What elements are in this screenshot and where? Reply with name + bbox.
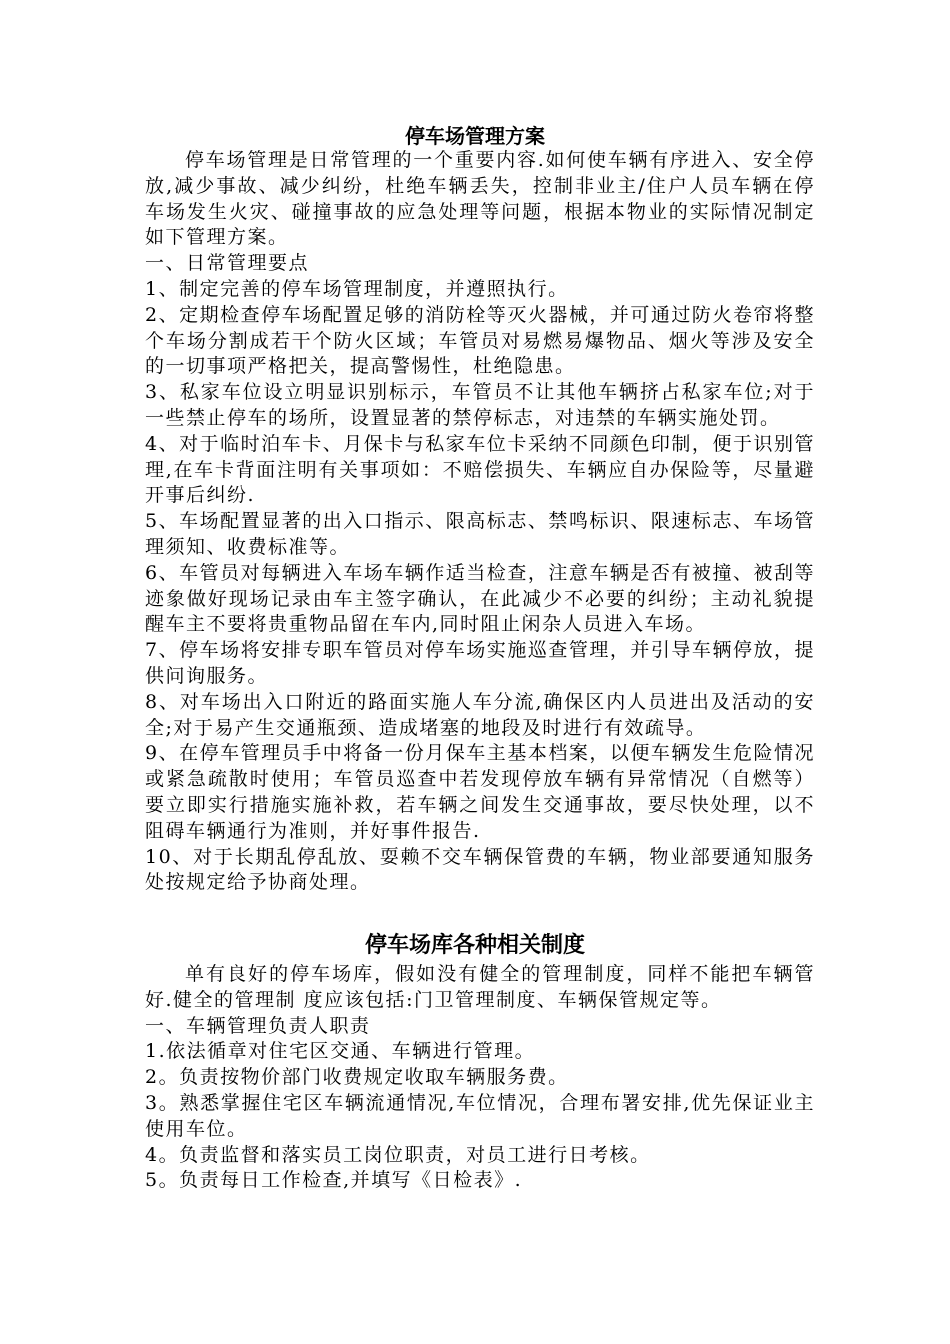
section2-item-5: 5。负责每日工作检查,并填写《日检表》. [145, 1169, 523, 1192]
section2-title: 停车场库各种相关制度 [364, 932, 585, 958]
section1-intro: 停车场管理是日常管理的一个重要内容.如何使车辆有序进入、安全停放,减少事故、减少纠纷，杜绝车辆丢失，控制非业主/住户人员车辆在停车场发生火灾、碰撞事故的应急处理等问题，根据本物业的实际情况制定如下管理方案。 [145, 149, 815, 249]
section1-item-2: 2、定期检查停车场配置足够的消防栓等灭火器械，并可通过防火卷帘将整个车场分割成若干个防火区域；车管员对易燃易爆物品、烟火等涉及安全的一切事项严格把关，提高警惕性，杜绝隐患。 [145, 303, 815, 378]
section1-title: 停车场管理方案 [405, 124, 545, 148]
section1-item-1: 1、制定完善的停车场管理制度，并遵照执行。 [145, 277, 569, 300]
section1-body [145, 148, 815, 896]
section2-item-3: 3。熟悉掌握住宅区车辆流通情况,车位情况，合理布署安排,优先保证业主使用车位。 [145, 1091, 815, 1140]
section1-item-4: 4、对于临时泊车卡、月保卡与私家车位卡采纳不同颜色印制，便于识别管理,在车卡背面注明有关事项如：不赔偿损失、车辆应自办保险等，尽量避开事后纠纷. [145, 432, 815, 507]
section2-intro: 单有良好的停车场库，假如没有健全的管理制度，同样不能把车辆管好.健全的管理制 度应该包括:门卫管理制度、车辆保管规定等。 [145, 963, 815, 1011]
section2-body [145, 962, 815, 1194]
section1-item-6: 6、车管员对每辆进入车场车辆作适当检查，注意车辆是否有被撞、被刮等迹象做好现场记录由车主签字确认，在此减少不必要的纠纷；主动礼貌提醒车主不要将贵重物品留在车内,同时阻止闲杂人员进入车场。 [145, 561, 815, 636]
section1-item-7: 7、停车场将安排专职车管员对停车场实施巡查管理，并引导车辆停放，提供问询服务。 [145, 639, 815, 687]
section2-item-1: 1.依法循章对住宅区交通、车辆进行管理。 [145, 1040, 536, 1063]
section1-item-10: 10、对于长期乱停乱放、耍赖不交车辆保管费的车辆，物业部要通知服务处按规定给予协商处理。 [145, 845, 815, 894]
section2-item-4: 4。负责监督和落实员工岗位职责，对员工进行日考核。 [145, 1143, 651, 1166]
section1-item-3: 3、私家车位设立明显识别标示，车管员不让其他车辆挤占私家车位;对于一些禁止停车的场所，设置显著的禁停标志，对违禁的车辆实施处罚。 [145, 381, 815, 429]
section2-item-2: 2。负责按物价部门收费规定收取车辆服务费。 [145, 1066, 569, 1089]
section1-item-9: 9、在停车管理员手中将备一份月保车主基本档案，以便车辆发生危险情况或紧急疏散时使用；车管员巡查中若发现停放车辆有异常情况（自燃等）要立即实行措施实施补救，若车辆之间发生交通事故，要尽快处理，以不阻碍车辆通行为准则，并好事件报告. [145, 742, 815, 842]
section1-item-5: 5、车场配置显著的出入口指示、限高标志、禁鸣标识、限速标志、车场管理须知、收费标准等。 [145, 510, 815, 558]
section1-heading: 一、日常管理要点 [145, 252, 310, 275]
section2-heading: 一、车辆管理负责人职责 [145, 1014, 371, 1037]
section1-item-8: 8、对车场出入口附近的路面实施人车分流,确保区内人员进出及活动的安全;对于易产生交通瓶颈、造成堵塞的地段及时进行有效疏导。 [145, 690, 815, 739]
